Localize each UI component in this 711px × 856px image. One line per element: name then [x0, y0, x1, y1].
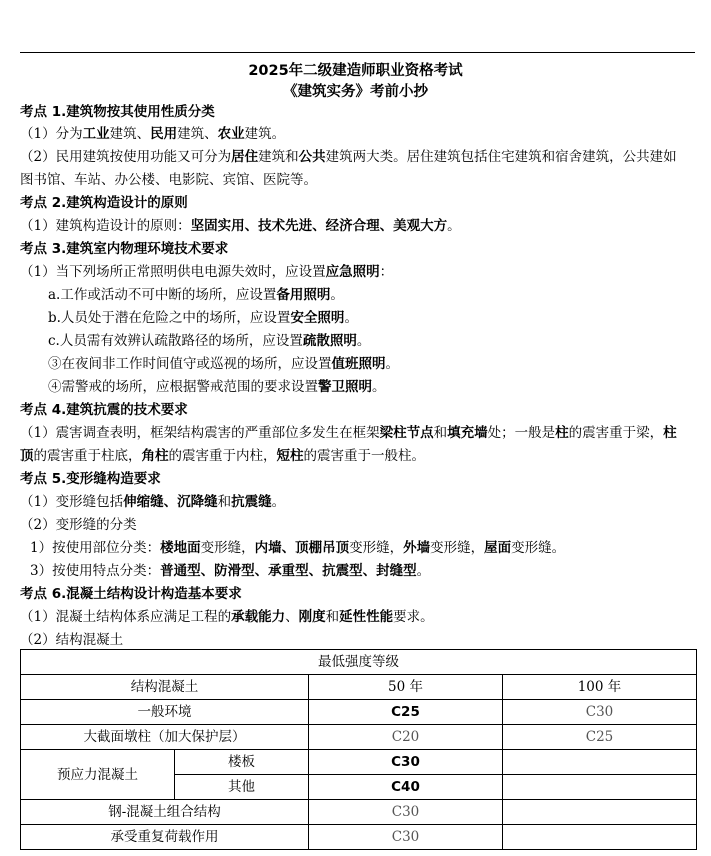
text-segment: 和: [325, 609, 340, 625]
table-cell: C25: [309, 700, 503, 725]
text-line: [20, 148, 677, 166]
key-term: 疏散照明: [302, 333, 357, 349]
table-row: [21, 725, 697, 750]
text-segment: 变形缝。: [511, 540, 566, 556]
doc-subtitle: 《建筑实务》考前小抄: [283, 84, 428, 100]
text-segment: 和: [217, 494, 232, 510]
table-row: [21, 675, 697, 700]
key-term: 填充墙: [447, 425, 488, 441]
text-segment: 建筑、: [177, 126, 218, 142]
table-cell: C20: [309, 725, 503, 750]
text-line: [20, 516, 137, 534]
key-term: 柱: [555, 425, 569, 441]
text-segment: 考点 3.建筑室内物理环境技术要求: [20, 241, 229, 257]
text-segment: （2）变形缝的分类: [20, 517, 137, 533]
text-segment: （1）震害调查表明，框架结构震害的严重部位多发生在框架: [20, 425, 380, 441]
table-cell: [503, 800, 697, 825]
key-term: 普通型、防滑型、承重型、抗震型、封缝型: [160, 563, 417, 579]
key-term: 屋面: [484, 540, 512, 556]
key-term: 角柱: [141, 448, 169, 464]
table-row: [21, 700, 697, 725]
key-term: 安全照明: [290, 310, 345, 326]
text-segment: （1）混凝土结构体系应满足工程的: [20, 609, 232, 625]
text-segment: 。: [356, 333, 371, 349]
text-line: [20, 493, 285, 511]
text-segment: 图书馆、车站、办公楼、电影院、宾馆、医院等。: [20, 172, 317, 188]
text-segment: ：: [379, 264, 394, 280]
key-term: 居住: [231, 149, 259, 165]
text-line: [20, 171, 317, 189]
text-segment: （1）变形缝包括: [20, 494, 124, 510]
section-heading: [20, 103, 215, 121]
text-segment: （1）建筑构造设计的原则：: [20, 218, 191, 234]
text-segment: 的震害重于一般柱。: [303, 448, 425, 464]
text-line: [20, 447, 425, 465]
text-segment: （2）民用建筑按使用功能又可分为: [20, 149, 232, 165]
text-line: [20, 217, 461, 235]
text-line: [30, 539, 565, 557]
text-segment: ④需警戒的场所，应根据警戒范围的要求设置: [48, 379, 318, 395]
key-term: 梁柱节点: [379, 425, 434, 441]
table-cell: C30: [309, 800, 503, 825]
table-cell: 承受重复荷载作用: [21, 825, 309, 850]
text-segment: （1）分为: [20, 126, 83, 142]
text-line: [48, 309, 358, 327]
text-segment: a.工作或活动不可中断的场所，应设置: [48, 287, 277, 303]
key-term: 承载能力: [231, 609, 286, 625]
text-line: [48, 332, 370, 350]
text-segment: 建筑。: [244, 126, 286, 142]
header-rule: [20, 52, 695, 53]
text-segment: 变形缝，: [349, 540, 404, 556]
key-term: 公共: [298, 149, 326, 165]
key-term: 柱: [663, 425, 677, 441]
table-cell: C30: [503, 700, 697, 725]
table-header-cell: 100 年: [503, 675, 697, 700]
text-segment: 、: [285, 609, 299, 625]
text-segment: 。: [385, 356, 399, 372]
table-cell: C40: [309, 775, 503, 800]
text-line: [20, 263, 393, 281]
text-segment: 和: [433, 425, 448, 441]
section-heading: [20, 401, 188, 419]
text-segment: 3）按使用特点分类：: [30, 563, 161, 579]
table-row: [21, 750, 697, 775]
key-term: 备用照明: [276, 287, 331, 303]
key-term: 应急照明: [325, 264, 380, 280]
text-segment: 。: [372, 379, 386, 395]
text-line: [20, 608, 434, 626]
table-header-cell: 结构混凝土: [21, 675, 309, 700]
text-line: [48, 378, 386, 396]
table-cell: 楼板: [175, 750, 309, 775]
text-segment: 变形缝，: [430, 540, 485, 556]
key-term: 抗震缝: [231, 494, 272, 510]
text-segment: b.人员处于潜在危险之中的场所，应设置: [48, 310, 291, 326]
concrete-grade-table: [20, 649, 697, 850]
table-cell: [503, 825, 697, 850]
text-segment: （2）结构混凝土: [20, 632, 124, 648]
section-heading: [20, 470, 161, 488]
text-segment: 的震害重于柱底，: [33, 448, 142, 464]
table-cell: 大截面墩柱（加大保护层）: [21, 725, 309, 750]
table-row: [21, 825, 697, 850]
text-line: [48, 355, 399, 373]
table-cell: [503, 775, 697, 800]
text-segment: c.人员需有效辨认疏散路径的场所，应设置: [48, 333, 303, 349]
text-line: [48, 286, 344, 304]
key-term: 工业: [82, 126, 110, 142]
key-term: 民用: [150, 126, 178, 142]
text-segment: 的震害重于梁，: [568, 425, 664, 441]
key-term: 警卫照明: [318, 379, 372, 395]
table-cell: C30: [309, 825, 503, 850]
text-line: [20, 631, 123, 649]
text-segment: 1）按使用部位分类：: [30, 540, 161, 556]
table-row: [21, 650, 697, 675]
text-line: [20, 125, 285, 143]
text-segment: 考点 6.混凝土结构设计构造基本要求: [20, 586, 242, 602]
key-term: 内墙、顶棚吊顶: [254, 540, 350, 556]
key-term: 楼地面: [160, 540, 201, 556]
text-segment: 考点 2.建筑构造设计的原则: [20, 195, 188, 211]
text-segment: 建筑、: [109, 126, 151, 142]
text-segment: 考点 5.变形缝构造要求: [20, 471, 161, 487]
table-cell: 钢-混凝土组合结构: [21, 800, 309, 825]
key-term: 延性性能: [339, 609, 394, 625]
text-segment: ③在夜间非工作时间值守或巡视的场所，应设置: [48, 356, 332, 372]
key-term: 外墙: [403, 540, 431, 556]
table-header-cell: 50 年: [309, 675, 503, 700]
table-caption: 最低强度等级: [21, 650, 697, 675]
key-term: 顶: [20, 448, 34, 464]
section-heading: [20, 585, 242, 603]
key-term: 值班照明: [331, 356, 386, 372]
section-heading: [20, 240, 228, 258]
text-segment: 建筑两大类。居住建筑包括住宅建筑和宿舍建筑，公共建如: [325, 149, 677, 165]
text-segment: （1）当下列场所正常照明供电电源失效时，应设置: [20, 264, 326, 280]
text-segment: 。: [447, 218, 461, 234]
key-term: 刚度: [298, 609, 326, 625]
text-line: [30, 562, 430, 580]
table-cell: C25: [503, 725, 697, 750]
text-segment: 建筑和: [258, 149, 299, 165]
table-cell: C30: [309, 750, 503, 775]
table-cell: [503, 750, 697, 775]
table-cell: 其他: [175, 775, 309, 800]
text-segment: 变形缝，: [200, 540, 255, 556]
text-segment: 考点 1.建筑物按其使用性质分类: [20, 104, 215, 120]
text-line: [20, 424, 677, 442]
text-segment: 考点 4.建筑抗震的技术要求: [20, 402, 188, 418]
table-row: [21, 800, 697, 825]
key-term: 伸缩缝、沉降缝: [123, 494, 218, 510]
text-segment: 的震害重于内柱，: [168, 448, 277, 464]
key-term: 农业: [217, 126, 245, 142]
text-segment: 。: [344, 310, 358, 326]
text-segment: 处；一般是: [487, 425, 556, 441]
text-segment: 。: [271, 494, 286, 510]
text-segment: 。: [416, 563, 431, 579]
key-term: 坚固实用、技术先进、经济合理、美观大方: [190, 218, 448, 234]
doc-title: 2025年二级建造师职业资格考试: [248, 63, 463, 79]
table-cell: 预应力混凝土: [21, 750, 175, 800]
key-term: 短柱: [276, 448, 304, 464]
text-segment: 要求。: [393, 609, 434, 625]
table-cell: 一般环境: [21, 700, 309, 725]
section-heading: [20, 194, 188, 212]
text-segment: 。: [330, 287, 344, 303]
